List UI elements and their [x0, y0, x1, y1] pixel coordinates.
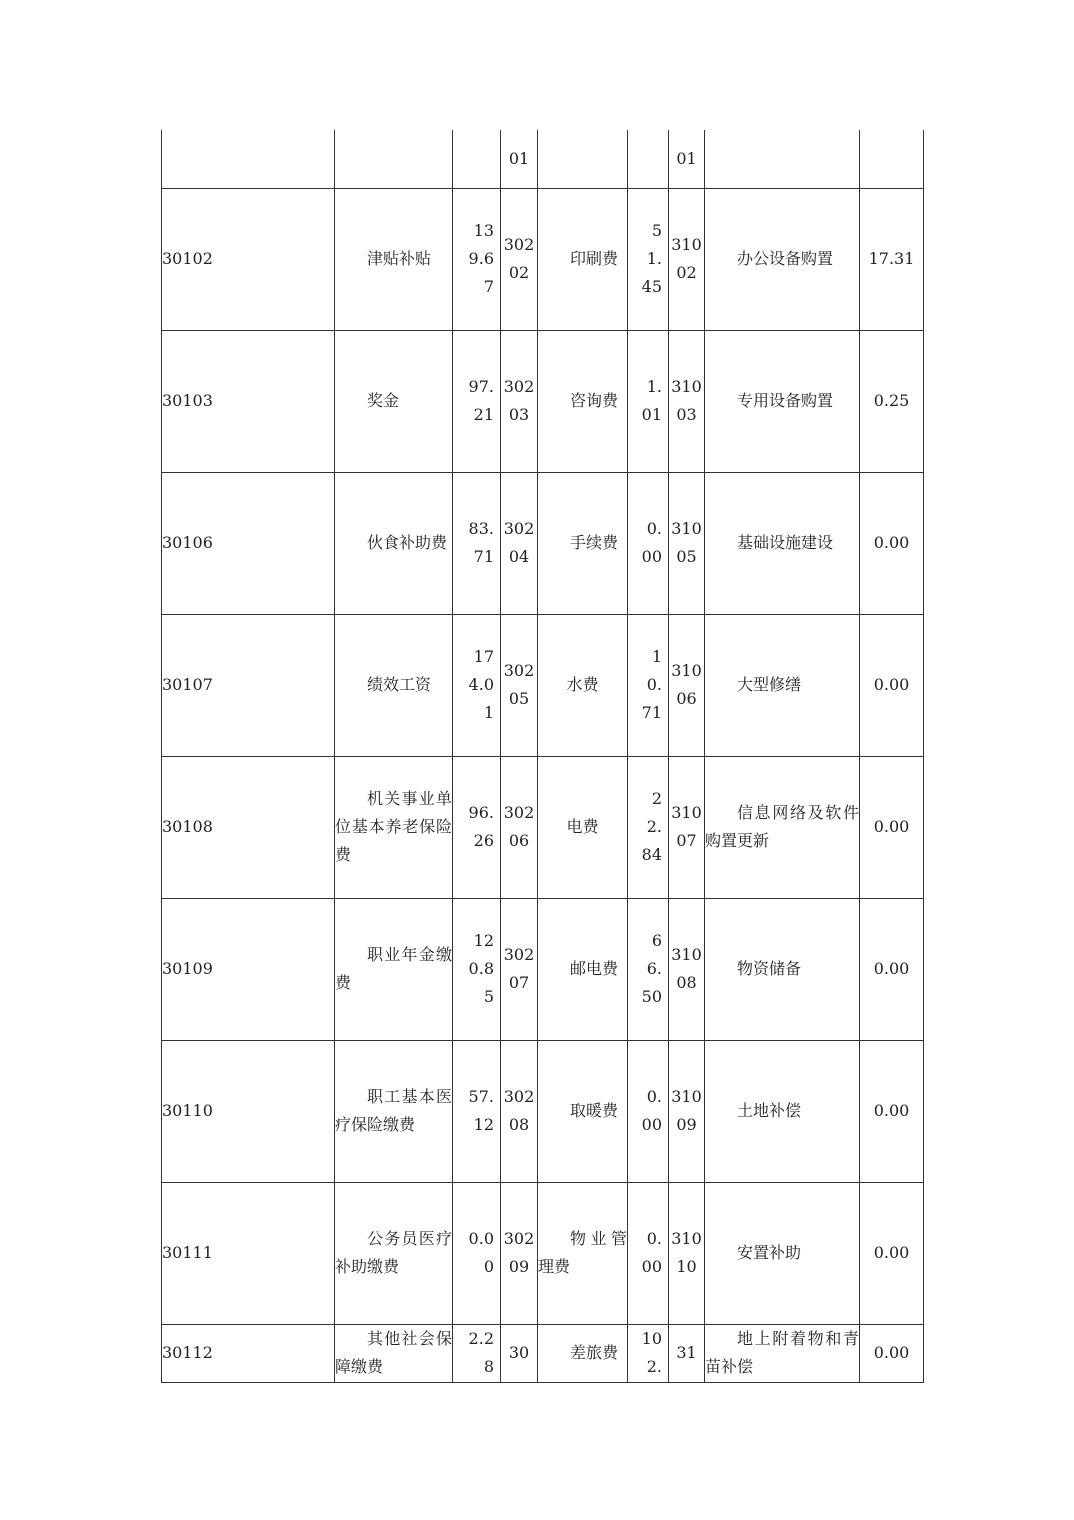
table-row	[162, 330, 924, 472]
econ-code-b: 31005	[669, 472, 705, 614]
amount: 139.67	[453, 188, 501, 330]
amount-b: 0.00	[860, 1324, 924, 1382]
amount-a: 0.00	[628, 1040, 669, 1182]
econ-code-b: 31	[669, 1324, 705, 1382]
amount-a: 66.50	[628, 898, 669, 1040]
item-name-a: 邮电费	[538, 898, 628, 1040]
item-name-b: 专用设备购置	[705, 330, 860, 472]
econ-code-b: 31003	[669, 330, 705, 472]
econ-code-a: 30205	[501, 614, 538, 756]
item-name-a: 电费	[538, 756, 628, 898]
item-name-a: 取暖费	[538, 1040, 628, 1182]
table-row	[162, 472, 924, 614]
econ-code-b: 31007	[669, 756, 705, 898]
amount: 120.85	[453, 898, 501, 1040]
item-name-b: 大型修缮	[705, 614, 860, 756]
item-name-a: 差旅费	[538, 1324, 628, 1382]
econ-code: 30110	[162, 1040, 335, 1182]
econ-code-a: 30	[501, 1324, 538, 1382]
item-name: 职业年金缴费	[335, 898, 453, 1040]
amount-a: 10.71	[628, 614, 669, 756]
amount-b: 0.00	[860, 614, 924, 756]
amount-a: 0.00	[628, 472, 669, 614]
econ-code-a: 30208	[501, 1040, 538, 1182]
amount: 174.01	[453, 614, 501, 756]
item-name: 津贴补贴	[335, 188, 453, 330]
amount-a: 0.00	[628, 1182, 669, 1324]
item-name-a: 印刷费	[538, 188, 628, 330]
econ-code-a: 01	[501, 130, 538, 188]
econ-code-a: 30203	[501, 330, 538, 472]
table-row	[162, 898, 924, 1040]
table-row	[162, 1040, 924, 1182]
item-name: 绩效工资	[335, 614, 453, 756]
econ-code-a: 30202	[501, 188, 538, 330]
amount-a: 1.01	[628, 330, 669, 472]
amount: 96.26	[453, 756, 501, 898]
amount: 2.28	[453, 1324, 501, 1382]
econ-code: 30108	[162, 756, 335, 898]
econ-code-a: 30207	[501, 898, 538, 1040]
item-name-a: 物业管理费	[538, 1182, 628, 1324]
amount-b: 17.31	[860, 188, 924, 330]
econ-code: 30106	[162, 472, 335, 614]
econ-code: 30103	[162, 330, 335, 472]
item-name: 伙食补助费	[335, 472, 453, 614]
item-name-b: 地上附着物和青苗补偿	[705, 1324, 860, 1382]
item-name-b: 土地补偿	[705, 1040, 860, 1182]
budget-table	[161, 130, 924, 1383]
item-name: 其他社会保障缴费	[335, 1324, 453, 1382]
table-row	[162, 756, 924, 898]
table-row	[162, 614, 924, 756]
econ-code-b: 01	[669, 130, 705, 188]
amount-a: 51.45	[628, 188, 669, 330]
amount-b: 0.00	[860, 756, 924, 898]
amount-b: 0.00	[860, 898, 924, 1040]
item-name-b: 安置补助	[705, 1182, 860, 1324]
item-name-b: 办公设备购置	[705, 188, 860, 330]
amount: 97.21	[453, 330, 501, 472]
item-name-b: 基础设施建设	[705, 472, 860, 614]
amount-a: 22.84	[628, 756, 669, 898]
amount-a: 102.	[628, 1324, 669, 1382]
amount: 0.00	[453, 1182, 501, 1324]
econ-code-b: 31008	[669, 898, 705, 1040]
table-row	[162, 1324, 924, 1382]
econ-code: 30109	[162, 898, 335, 1040]
econ-code-b: 31006	[669, 614, 705, 756]
item-name-a: 水费	[538, 614, 628, 756]
amount-b: 0.00	[860, 1182, 924, 1324]
econ-code-a: 30209	[501, 1182, 538, 1324]
item-name: 职工基本医疗保险缴费	[335, 1040, 453, 1182]
amount: 57.12	[453, 1040, 501, 1182]
amount-b: 0.00	[860, 472, 924, 614]
item-name: 机关事业单位基本养老保险费	[335, 756, 453, 898]
amount-b: 0.00	[860, 1040, 924, 1182]
item-name-b: 信息网络及软件购置更新	[705, 756, 860, 898]
item-name-b: 物资储备	[705, 898, 860, 1040]
amount: 83.71	[453, 472, 501, 614]
amount-b: 0.25	[860, 330, 924, 472]
econ-code-b: 31009	[669, 1040, 705, 1182]
table-row	[162, 1182, 924, 1324]
econ-code: 30111	[162, 1182, 335, 1324]
table-row	[162, 130, 924, 188]
econ-code: 30102	[162, 188, 335, 330]
econ-code: 30107	[162, 614, 335, 756]
econ-code-a: 30204	[501, 472, 538, 614]
econ-code-b: 31002	[669, 188, 705, 330]
item-name: 奖金	[335, 330, 453, 472]
econ-code-b: 31010	[669, 1182, 705, 1324]
table-row	[162, 188, 924, 330]
econ-code: 30112	[162, 1324, 335, 1382]
item-name-a: 咨询费	[538, 330, 628, 472]
econ-code-a: 30206	[501, 756, 538, 898]
item-name: 公务员医疗补助缴费	[335, 1182, 453, 1324]
item-name-a: 手续费	[538, 472, 628, 614]
